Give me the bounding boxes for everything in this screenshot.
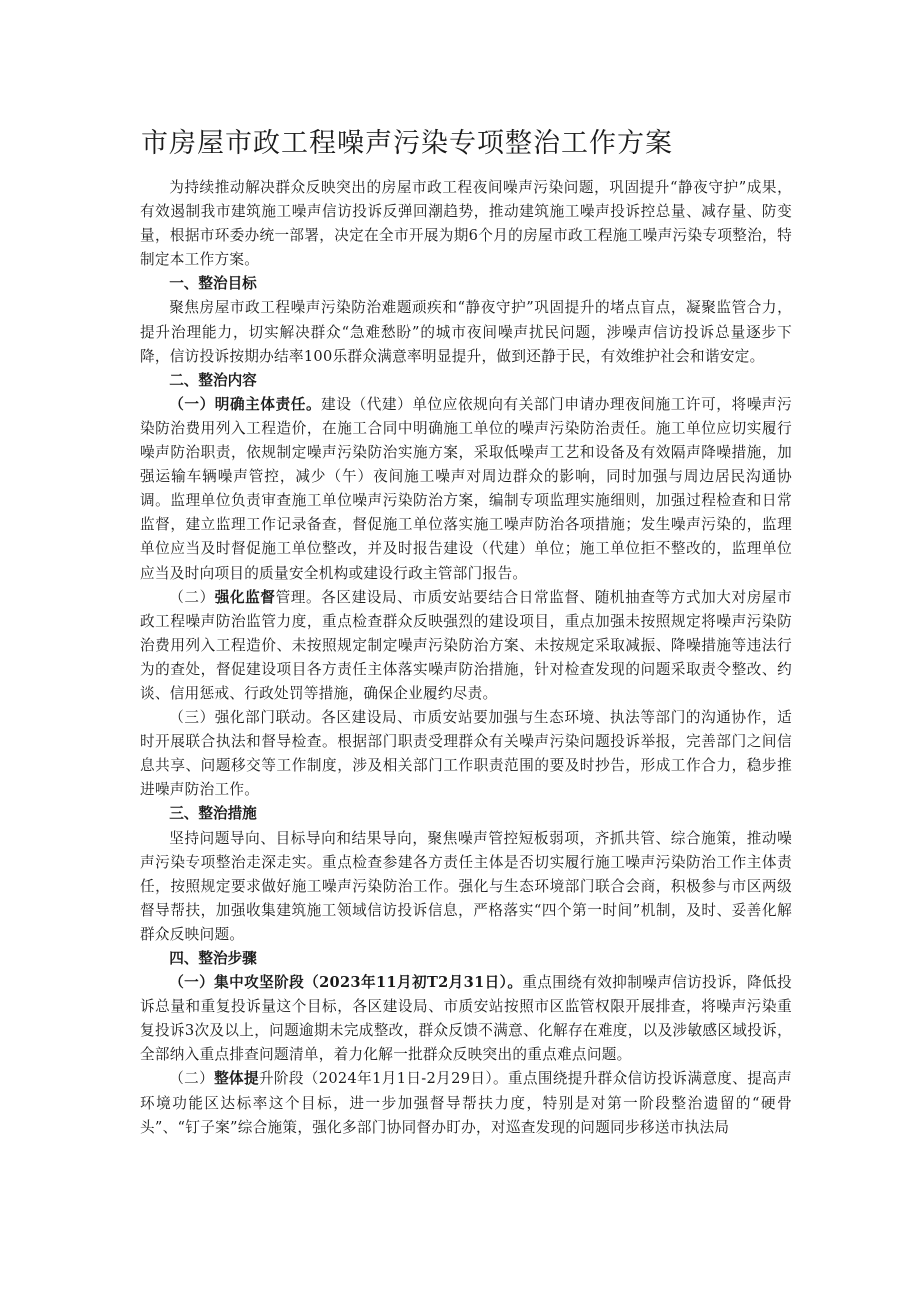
section-4-item-2-prefix: （二） — [169, 1070, 215, 1088]
section-2-item-1-lead: （一）明确主体责任。 — [169, 395, 322, 413]
section-4-item-1 — [140, 971, 792, 1067]
section-2-item-2 — [140, 586, 792, 706]
section-1-paragraph: 聚焦房屋市政工程噪声污染防治难题顽疾和“静夜守护”巩固提升的堵点盲点，凝聚监管合力，提升治理能力，切实解决群众“急难愁盼”的城市夜间噪声扰民问题，涉噪声信访投诉总量逐步下降，信访投诉按期办结率100乐群众满意率明显提升，做到还静于民，有效维护社会和谐安定。 — [140, 299, 792, 365]
section-4-item-2-text: 升阶段（2024年1月1日-2月29日）。重点围绕提升群众信访投诉满意度、提高声环境功能区达标率这个目标，进一步加强督导帮扶力度，特别是对第一阶段整治遗留的“硬骨头”、“钉子案”综合施策，强化多部门协同督办盯办，对巡查发现的问题同步移送市执法局 — [140, 1070, 793, 1136]
section-1-heading: 一、整治目标 — [169, 275, 257, 293]
section-2-item-2-text: 管理。各区建设局、市质安站要结合日常监督、随机抽查等方式加大对房屋市政工程噪声防治监管力度，重点检查群众反映强烈的建设项目，重点加强未按照规定将噪声污染防治费用列入工程造价、未按照规定制定噪声污染防治方案、未按规定采取减振、降噪措施等违法行为的查处，督促建设项目各方责任主体落实噪声防治措施，针对检查发现的问题采取责令整改、约谈、信用惩戒、行政处罚等措施，确保企业履约尽责。 — [140, 588, 792, 702]
section-4-heading: 四、整治步骤 — [169, 950, 257, 967]
section-4-item-2-lead: 整体提 — [214, 1070, 259, 1088]
section-4-item-1-lead: （一）集中攻坚阶段（2023年11月初T2月31日）。 — [169, 974, 523, 992]
section-2-item-3: （三）强化部门联动。各区建设局、市质安站要加强与生态环境、执法等部门的沟通协作，适时开展联合执法和督导检查。根据部门职责受理群众有关噪声污染问题投诉举报，完善部门之间信息共享、问题移交等工作制度，涉及相关部门工作职责范围的要及时抄告，形成工作合力，稳步推进噪声防治工作。 — [140, 709, 792, 799]
section-2-item-2-prefix: （二） — [169, 588, 215, 606]
section-3-paragraph: 坚持问题导向、目标导向和结果导向，聚焦噪声管控短板弱项，齐抓共管、综合施策，推动噪声污染专项整治走深走实。重点检查参建各方责任主体是否切实履行施工噪声污染防治工作主体责任，按照规定要求做好施工噪声污染防治工作。强化与生态环境部门联合会商，积极参与市区两级督导帮扶，加强收集建筑施工领域信访投诉信息，严格落实“四个第一时间”机制，及时、妥善化解群众反映问题。 — [140, 829, 792, 943]
document-body — [140, 176, 792, 1140]
section-4-item-1-text: 重点围绕有效抑制噪声信访投诉，降低投诉总量和重复投诉量这个目标，各区建设局、市质安站按照市区监管权限开展排查，将噪声污染重复投诉3次及以上，问题逾期未完成整改，群众反馈不满意、化解存在难度，以及涉敏感区域投诉，全部纳入重点排查问题清单，着力化解一批群众反映突出的重点难点问题。 — [140, 974, 792, 1064]
section-2-item-2-lead: 强化监督 — [214, 588, 276, 606]
intro-paragraph: 为持续推动解决群众反映突出的房屋市政工程夜间噪声污染问题，巩固提升“静夜守护”成果，有效遏制我市建筑施工噪声信访投诉反弹回潮趋势，推动建筑施工噪声投诉控总量、减存量、防变量，根据市环委办统一部署，决定在全市开展为期6个月的房屋市政工程施工噪声污染专项整治，特制定本工作方案。 — [140, 179, 792, 269]
section-3-heading: 三、整治措施 — [169, 805, 257, 823]
document-title: 市房屋市政工程噪声污染专项整治工作方案 — [141, 128, 673, 159]
section-2-heading: 二、整治内容 — [169, 371, 257, 389]
section-2-item-1 — [140, 393, 792, 586]
section-4-item-2 — [140, 1067, 792, 1139]
section-2-item-1-text: 建设（代建）单位应依规向有关部门申请办理夜间施工许可，将噪声污染防治费用列入工程造价，在施工合同中明确施工单位的噪声污染防治责任。施工单位应切实履行噪声防治职责，依规制定噪声污染防治实施方案，采取低噪声工艺和设备及有效隔声降噪措施，加强运输车辆噪声管控，减少（午）夜间施工噪声对周边群众的影响，同时加强与周边居民沟通协调。监理单位负责审查施工单位噪声污染防治方案，编制专项监理实施细则，加强过程检查和日常监督，建立监理工作记录备查，督促施工单位落实施工噪声防治各项措施；发生噪声污染的，监理单位应当及时督促施工单位整改，并及时报告建设（代建）单位；施工单位拒不整改的，监理单位应当及时向项目的质量安全机构或建设行政主管部门报告。 — [140, 395, 792, 582]
